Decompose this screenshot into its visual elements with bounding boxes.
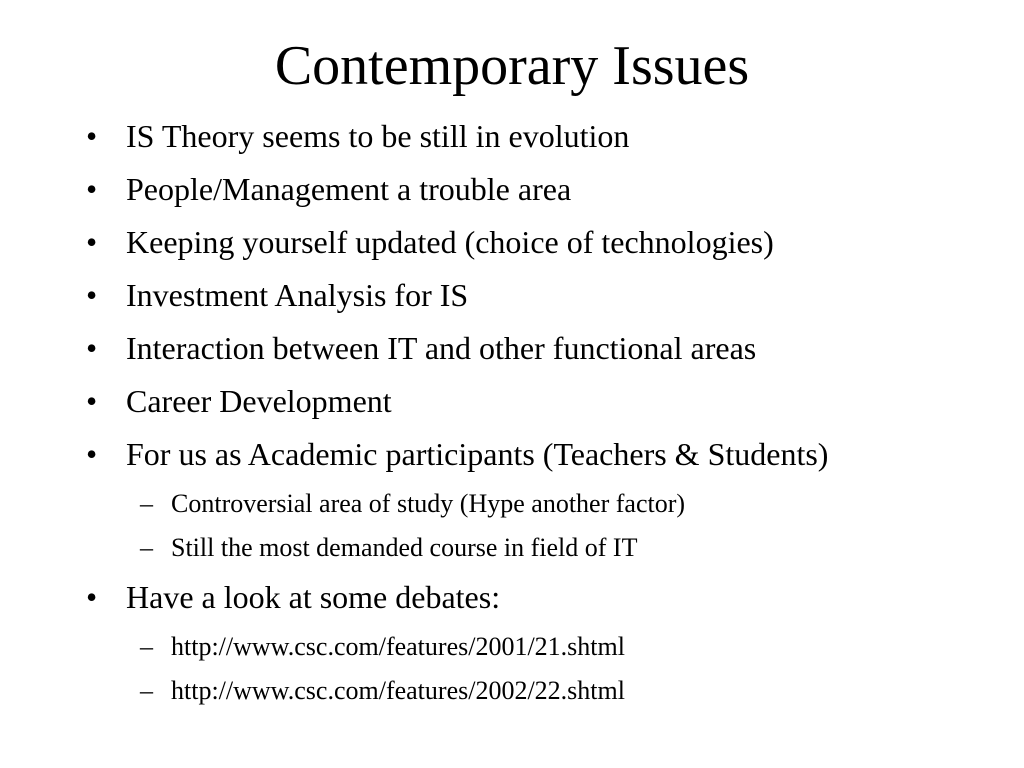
bullet-marker: • [86, 383, 98, 419]
bullet-item [82, 222, 982, 263]
debate-link: http://www.csc.com/features/2002/22.shtml [171, 676, 625, 705]
bullet-item [82, 169, 982, 210]
bullet-item [82, 381, 982, 422]
bullet-marker: • [86, 118, 98, 154]
bullet-marker: • [86, 436, 98, 472]
sub-item-text: Still the most demanded course in field of IT [171, 533, 638, 562]
bullet-marker: • [86, 224, 98, 260]
bullet-text: IS Theory seems to be still in evolution [126, 118, 630, 154]
bullet-text: Have a look at some debates: [126, 579, 501, 615]
bullet-list [82, 116, 982, 718]
sub-marker: – [140, 676, 153, 705]
sub-item [82, 487, 982, 521]
bullet-text: Interaction between IT and other functional areas [126, 330, 757, 366]
sub-marker: – [140, 632, 153, 661]
sub-item [82, 630, 982, 664]
sub-marker: – [140, 489, 153, 518]
bullet-marker: • [86, 171, 98, 207]
bullet-text: Investment Analysis for IS [126, 277, 469, 313]
bullet-item [82, 116, 982, 157]
bullet-marker: • [86, 277, 98, 313]
sub-item [82, 674, 982, 708]
sub-item [82, 531, 982, 565]
bullet-text: Keeping yourself updated (choice of technologies) [126, 224, 774, 260]
bullet-item [82, 328, 982, 369]
slide-title: Contemporary Issues [274, 35, 750, 97]
debate-link: http://www.csc.com/features/2001/21.shtml [171, 632, 625, 661]
bullet-text: Career Development [126, 383, 392, 419]
bullet-marker: • [86, 579, 98, 615]
bullet-item [82, 275, 982, 316]
sub-marker: – [140, 533, 153, 562]
bullet-marker: • [86, 330, 98, 366]
bullet-item [82, 434, 982, 475]
sub-item-text: Controversial area of study (Hype another factor) [171, 489, 686, 518]
bullet-item [82, 577, 982, 618]
bullet-text: For us as Academic participants (Teachers & Students) [126, 436, 829, 472]
bullet-text: People/Management a trouble area [126, 171, 572, 207]
